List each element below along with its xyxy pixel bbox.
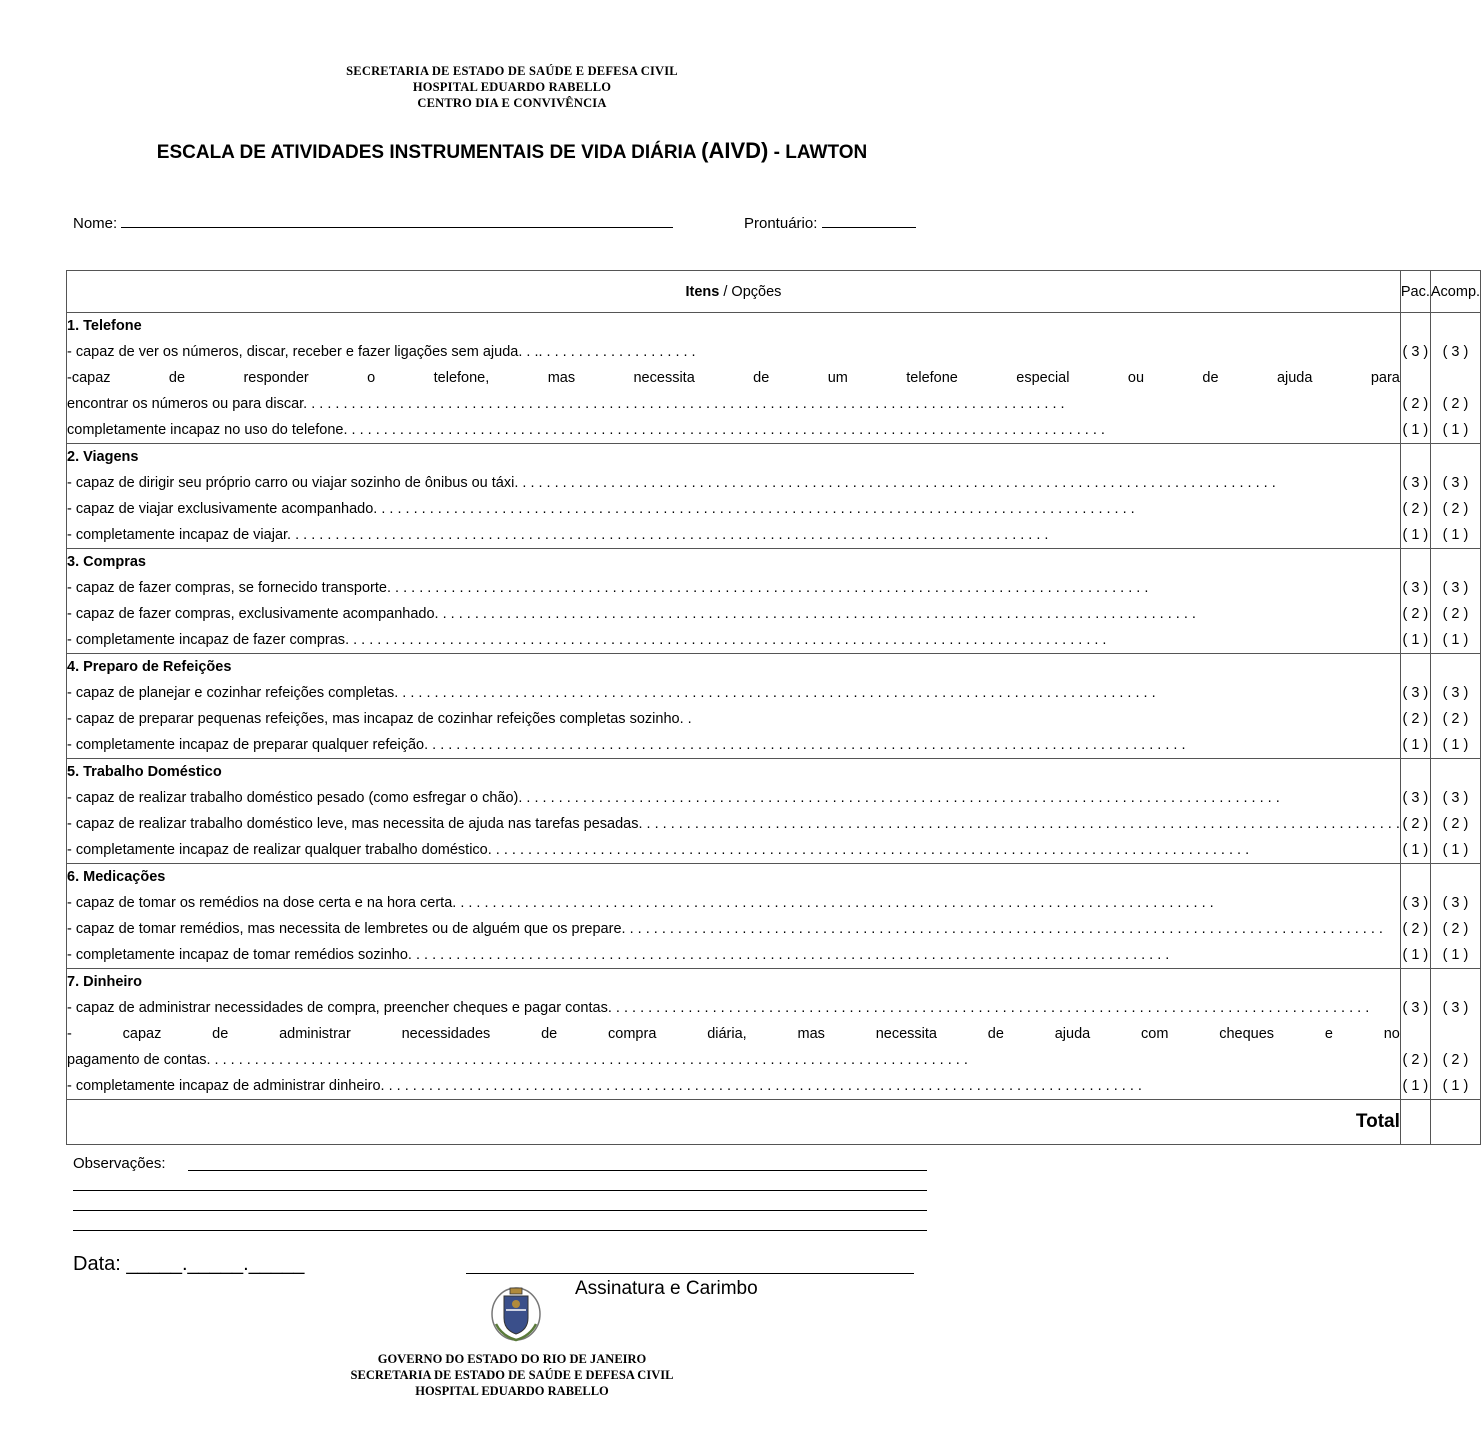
title-part-2: (AIVD) [701, 138, 769, 163]
pac-header: Pac. [1400, 271, 1430, 313]
score-spacer [1401, 864, 1430, 890]
nome-field [73, 211, 673, 232]
signature-label: Assinatura e Carimbo [575, 1278, 758, 1299]
acomp-score-cell [1430, 549, 1480, 654]
lawton-table [66, 270, 1481, 1145]
acomp-score-option[interactable]: ( 3 ) [1442, 895, 1469, 911]
footer-line-3: HOSPITAL EDUARDO RABELLO [415, 1384, 609, 1398]
prontuario-label: Prontuário: [744, 215, 818, 232]
score-spacer [1431, 1021, 1480, 1047]
section-row [67, 549, 1481, 654]
pac-score-cell [1400, 759, 1430, 864]
section-title: 5. Trabalho Doméstico [67, 764, 222, 780]
pac-score-cell [1400, 549, 1430, 654]
section-text-cell [67, 864, 1401, 969]
pac-score-option[interactable]: ( 2 ) [1402, 606, 1429, 622]
score-spacer [1401, 444, 1430, 470]
section-text-cell [67, 654, 1401, 759]
option-text: - capaz de dirigir seu próprio carro ou viajar sozinho de ônibus ou táxi . . . [67, 470, 1400, 496]
acomp-score-option[interactable]: ( 3 ) [1442, 580, 1469, 596]
acomp-score-option[interactable]: ( 3 ) [1442, 685, 1469, 701]
option-text: - capaz de viajar exclusivamente acompanhado . . . [67, 496, 1400, 522]
score-spacer [1431, 654, 1480, 680]
pac-score-option[interactable]: ( 1 ) [1402, 632, 1429, 648]
score-spacer [1401, 969, 1430, 995]
section-title: 3. Compras [67, 554, 146, 570]
acomp-score-cell [1430, 864, 1480, 969]
observacoes-line-4[interactable] [73, 1230, 927, 1231]
footer-line-2: SECRETARIA DE ESTADO DE SAÚDE E DEFESA CIVIL [350, 1368, 674, 1382]
section-title: 1. Telefone [67, 318, 142, 334]
acomp-score-option[interactable]: ( 2 ) [1442, 606, 1469, 622]
option-text: - capaz de planejar e cozinhar refeições completas . . . [67, 680, 1400, 706]
pac-score-option[interactable]: ( 2 ) [1402, 816, 1429, 832]
score-spacer [1401, 654, 1430, 680]
pac-score-cell [1400, 444, 1430, 549]
acomp-score-cell [1430, 313, 1480, 444]
score-spacer [1431, 444, 1480, 470]
pac-score-option[interactable]: ( 1 ) [1402, 527, 1429, 543]
option-text-line-1: -capaz de responder o telefone, mas necessita de um telefone especial ou de ajuda para [67, 370, 1400, 386]
acomp-score-option[interactable]: ( 2 ) [1442, 396, 1469, 412]
pac-score-option[interactable]: ( 1 ) [1402, 947, 1429, 963]
items-label: Itens [685, 283, 720, 300]
state-seal-icon [490, 1284, 542, 1344]
date-field[interactable]: Data: _____._____._____ [73, 1253, 305, 1275]
acomp-score-option[interactable]: ( 3 ) [1442, 344, 1469, 360]
pac-score-option[interactable]: ( 2 ) [1402, 1052, 1429, 1068]
nome-input-line[interactable] [121, 211, 673, 228]
pac-score-option[interactable]: ( 3 ) [1402, 1000, 1429, 1016]
option-text-line-2: encontrar os números ou para discar . . . [67, 391, 1400, 417]
pac-score-option[interactable]: ( 1 ) [1402, 842, 1429, 858]
title-part-1: ESCALA DE ATIVIDADES INSTRUMENTAIS DE VIDA DIÁRIA [156, 142, 696, 163]
score-spacer [1401, 549, 1430, 575]
option-text: - completamente incapaz de preparar qualquer refeição . . . [67, 732, 1400, 758]
pac-score-option[interactable]: ( 2 ) [1402, 921, 1429, 937]
section-title: 2. Viagens [67, 449, 139, 465]
option-text-line-2: pagamento de contas . . . [67, 1047, 1400, 1073]
section-text-cell [67, 969, 1401, 1100]
title-part-3: - LAWTON [773, 142, 868, 163]
option-text-line-1: - capaz de administrar necessidades de compra diária, mas necessita de ajuda com cheques e no [67, 1026, 1400, 1042]
acomp-score-option[interactable]: ( 2 ) [1442, 501, 1469, 517]
option-text: - capaz de fazer compras, se fornecido transporte . . . [67, 575, 1400, 601]
header-line-3: CENTRO DIA E CONVIVÊNCIA [417, 96, 607, 110]
acomp-score-option[interactable]: ( 1 ) [1442, 632, 1469, 648]
score-spacer [1401, 759, 1430, 785]
pac-score-option[interactable]: ( 1 ) [1402, 737, 1429, 753]
score-spacer [1431, 365, 1480, 391]
option-text: completamente incapaz no uso do telefone . . . [67, 417, 1400, 443]
acomp-score-option[interactable]: ( 3 ) [1442, 475, 1469, 491]
total-label: Total [67, 1100, 1401, 1145]
acomp-score-option[interactable]: ( 1 ) [1442, 842, 1469, 858]
score-spacer [1401, 1021, 1430, 1047]
pac-score-option[interactable]: ( 3 ) [1402, 790, 1429, 806]
acomp-score-option[interactable]: ( 2 ) [1442, 816, 1469, 832]
nome-label: Nome: [73, 215, 118, 232]
option-text: - capaz de tomar os remédios na dose certa e na hora certa . . . [67, 890, 1400, 916]
section-title: 4. Preparo de Refeições [67, 659, 232, 675]
total-row [67, 1100, 1481, 1145]
section-row [67, 313, 1481, 444]
section-row [67, 759, 1481, 864]
section-row [67, 864, 1481, 969]
pac-score-option[interactable]: ( 3 ) [1402, 580, 1429, 596]
total-pac-cell[interactable] [1400, 1100, 1430, 1145]
option-text: - capaz de administrar necessidades de compra, preencher cheques e pagar contas . . . [67, 995, 1400, 1021]
page-title [0, 138, 1024, 164]
acomp-score-option[interactable]: ( 2 ) [1442, 1052, 1469, 1068]
score-spacer [1401, 365, 1430, 391]
acomp-score-option[interactable]: ( 2 ) [1442, 921, 1469, 937]
section-text-cell [67, 759, 1401, 864]
option-text: - capaz de realizar trabalho doméstico leve, mas necessita de ajuda nas tarefas pesadas . . . [67, 811, 1400, 837]
footer-line-1: GOVERNO DO ESTADO DO RIO DE JANEIRO [377, 1352, 647, 1366]
pac-score-cell [1400, 313, 1430, 444]
table-header-row [67, 271, 1481, 313]
section-row [67, 969, 1481, 1100]
pac-score-option[interactable]: ( 3 ) [1402, 895, 1429, 911]
acomp-score-option[interactable]: ( 3 ) [1442, 1000, 1469, 1016]
pac-score-option[interactable]: ( 1 ) [1402, 1078, 1429, 1094]
observacoes-line-3[interactable] [73, 1210, 927, 1211]
pac-score-option[interactable]: ( 1 ) [1402, 422, 1429, 438]
total-acomp-cell[interactable] [1430, 1100, 1480, 1145]
acomp-score-cell [1430, 969, 1480, 1100]
acomp-score-cell [1430, 654, 1480, 759]
prontuario-input-line[interactable] [822, 211, 916, 228]
option-text: - capaz de fazer compras, exclusivamente acompanhado . . . [67, 601, 1400, 627]
score-spacer [1431, 759, 1480, 785]
score-spacer [1431, 313, 1480, 339]
option-text: - capaz de preparar pequenas refeições, mas incapaz de cozinhar refeições completas sozinho. . [67, 711, 692, 727]
section-text-cell [67, 549, 1401, 654]
pac-score-cell [1400, 969, 1430, 1100]
pac-score-cell [1400, 654, 1430, 759]
items-header [67, 271, 1401, 313]
score-spacer [1431, 969, 1480, 995]
acomp-score-option[interactable]: ( 3 ) [1442, 790, 1469, 806]
option-text: - capaz de tomar remédios, mas necessita de lembretes ou de alguém que os prepare . . . [67, 916, 1400, 942]
acomp-score-cell [1430, 759, 1480, 864]
observacoes-line-2[interactable] [73, 1190, 927, 1191]
option-text: - completamente incapaz de viajar . . . [67, 522, 1400, 548]
pac-score-option[interactable]: ( 3 ) [1402, 475, 1429, 491]
pac-score-option[interactable]: ( 2 ) [1402, 396, 1429, 412]
section-row [67, 444, 1481, 549]
pac-score-option[interactable]: ( 2 ) [1402, 501, 1429, 517]
section-text-cell [67, 313, 1401, 444]
section-row [67, 654, 1481, 759]
prontuario-field [744, 211, 916, 232]
option-text: - capaz de ver os números, discar, receber e fazer ligações sem ajuda. . .. . . . . . . . . . . . . . . . . . . . [67, 344, 696, 360]
section-text-cell [67, 444, 1401, 549]
sections-body [67, 313, 1481, 1100]
option-text: - completamente incapaz de fazer compras . . . [67, 627, 1400, 653]
pac-score-option[interactable]: ( 2 ) [1402, 711, 1429, 727]
option-text: - completamente incapaz de realizar qualquer trabalho doméstico . . . [67, 837, 1400, 863]
observacoes-line-1[interactable] [188, 1170, 927, 1171]
acomp-score-option[interactable]: ( 1 ) [1442, 1078, 1469, 1094]
score-spacer [1431, 549, 1480, 575]
acomp-header: Acomp. [1430, 271, 1480, 313]
observacoes-label: Observações: [73, 1155, 166, 1172]
acomp-score-cell [1430, 444, 1480, 549]
acomp-score-option[interactable]: ( 1 ) [1442, 527, 1469, 543]
pac-score-option[interactable]: ( 3 ) [1402, 685, 1429, 701]
acomp-score-option[interactable]: ( 1 ) [1442, 737, 1469, 753]
pac-score-option[interactable]: ( 3 ) [1402, 344, 1429, 360]
section-title: 7. Dinheiro [67, 974, 142, 990]
opcoes-label: / Opções [723, 283, 782, 300]
score-spacer [1401, 313, 1430, 339]
section-title: 6. Medicações [67, 869, 166, 885]
acomp-score-option[interactable]: ( 1 ) [1442, 947, 1469, 963]
option-text: - completamente incapaz de administrar dinheiro . . . [67, 1073, 1400, 1099]
acomp-score-option[interactable]: ( 2 ) [1442, 711, 1469, 727]
signature-line[interactable] [466, 1273, 914, 1274]
option-text: - completamente incapaz de tomar remédios sozinho . . . [67, 942, 1400, 968]
header-line-2: HOSPITAL EDUARDO RABELLO [412, 80, 612, 94]
score-spacer [1431, 864, 1480, 890]
header-line-1: SECRETARIA DE ESTADO DE SAÚDE E DEFESA CIVIL [346, 64, 678, 78]
acomp-score-option[interactable]: ( 1 ) [1442, 422, 1469, 438]
pac-score-cell [1400, 864, 1430, 969]
option-text: - capaz de realizar trabalho doméstico pesado (como esfregar o chão) . . . [67, 785, 1400, 811]
